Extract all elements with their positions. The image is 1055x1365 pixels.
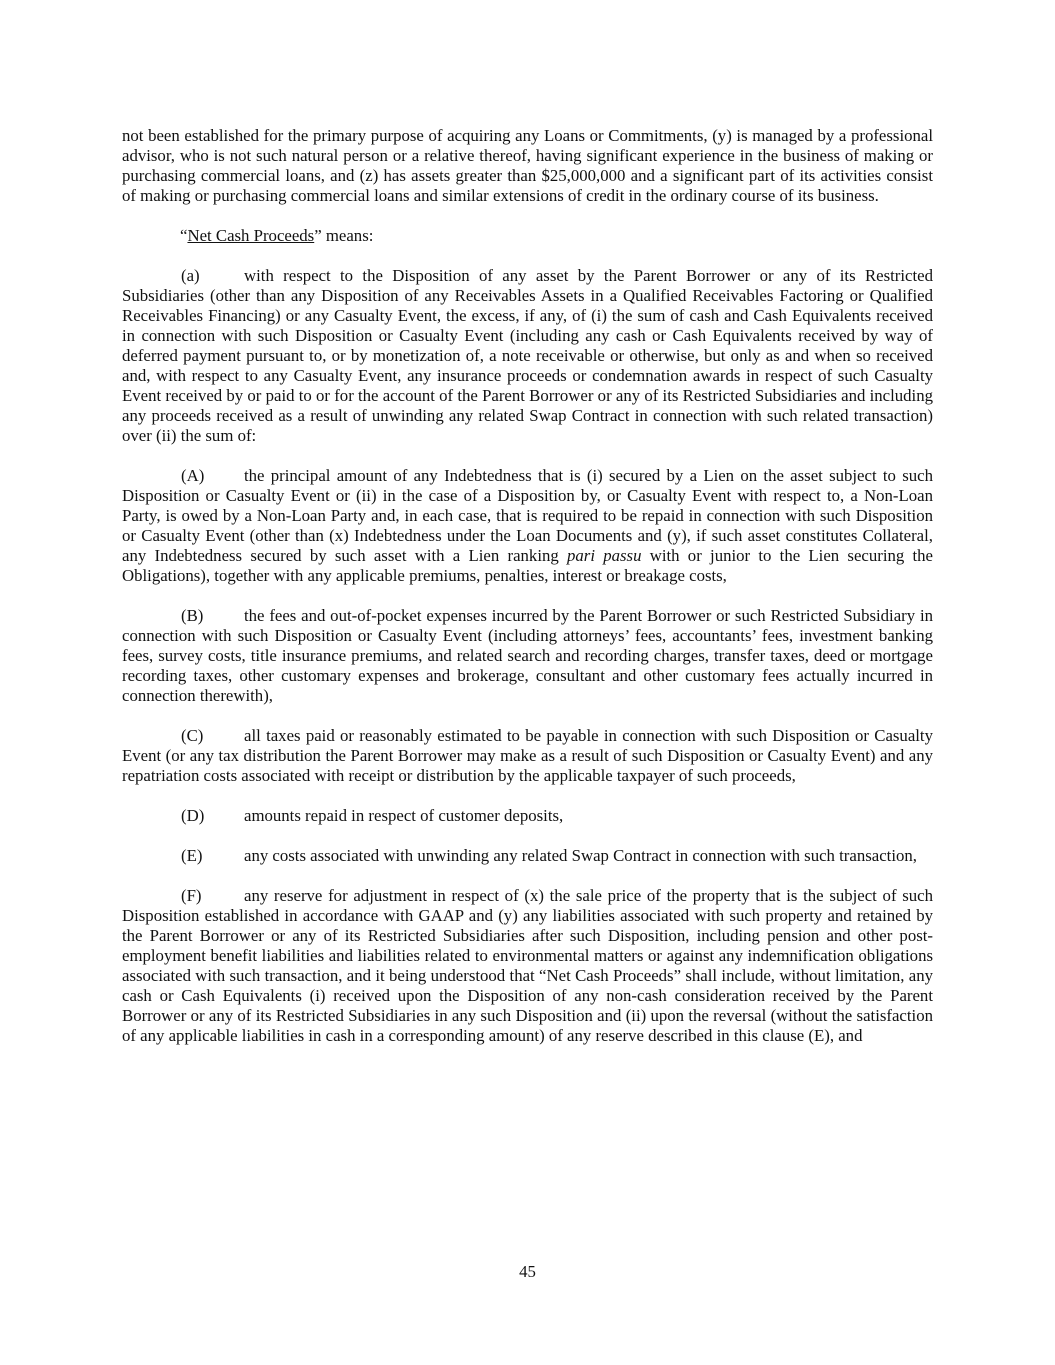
clause-C — [122, 726, 933, 786]
clause-D — [122, 806, 933, 826]
clause-A-text-after: with or junior to the Lien securing the Obligations), together with any applicable premiums, penalties, interest or breakage costs, — [122, 546, 934, 585]
paragraph-definition — [122, 226, 933, 246]
open-quote: “ — [180, 226, 188, 245]
clause-E-label: (E) — [181, 846, 203, 865]
clause-C-label: (C) — [181, 726, 204, 745]
clause-a-text: with respect to the Disposition of any asset by the Parent Borrower or any of its Restricted Subsidiaries (other than any Disposition of any Receivables Assets in a Qualified Receivables Factoring or Qualified Receivables Financing) or any Casualty Event, the excess, if any, of (i) the sum of cash and Cash Equivalents received in connection with such Disposition or Casualty Event (including any cash or Cash Equivalents received by way of deferred payment pursuant to, or by monetization of, a note receivable or otherwise, but only as and when so received and, with respect to any Casualty Event, any insurance proceeds or condemnation awards in respect of such Casualty Event received by or paid to or for the account of the Parent Borrower or any of its Restricted Subsidiaries and including any proceeds received as a result of unwinding any related Swap Contract in connection with such related transaction) over (ii) the sum of: — [122, 266, 933, 445]
clause-B-label: (B) — [181, 606, 204, 625]
clause-F — [122, 886, 933, 1046]
clause-D-text: amounts repaid in respect of customer deposits, — [244, 806, 564, 825]
clause-B — [122, 606, 933, 706]
clause-C-text: all taxes paid or reasonably estimated to be payable in connection with such Disposition or Casualty Event (or any tax distribution the Parent Borrower may make as a result of such Disposition or Casualty Event) and any repatriation costs associated with receipt or distribution by the applicable taxpayer of such proceeds, — [122, 726, 933, 785]
clause-A-text-before: the principal amount of any Indebtedness that is (i) secured by a Lien on the asset subject to such Disposition or Casualty Event or (ii) in the case of a Disposition by, or Casualty Event with respect to, a Non-Loan Party, is owed by a Non-Loan Party and, in each case, that is required to be repaid in connection with such Disposition or Casualty Event (other than (x) Indebtedness under the Loan Documents and (y), if such asset constitutes Collateral, any Indebtedness secured by such asset with a Lien ranking — [122, 466, 933, 565]
clause-A — [122, 466, 933, 586]
defined-term-net-cash-proceeds: Net Cash Proceeds — [187, 226, 315, 245]
clause-A-italic-pari-passu: pari passu — [567, 546, 642, 565]
clause-a — [122, 266, 933, 446]
clause-F-text: any reserve for adjustment in respect of (x) the sale price of the property that is the subject of such Disposition established in accordance with GAAP and (y) any liabilities associated with such property and retained by the Parent Borrower or any of its Restricted Subsidiaries after such Disposition, including pension and other post-employment benefit liabilities and liabilities related to environmental matters or against any indemnification obligations associated with such transaction, and it being understood that “Net Cash Proceeds” shall include, without limitation, any cash or Cash Equivalents (i) received upon the Disposition of any non-cash consideration received by the Parent Borrower or any of its Restricted Subsidiaries in any such Disposition and (ii) upon the reversal (without the satisfaction of any applicable liabilities in cash in a corresponding amount) of any reserve described in this clause (E), and — [122, 886, 933, 1045]
clause-B-text: the fees and out-of-pocket expenses incurred by the Parent Borrower or such Restricted Subsidiary in connection with such Disposition or Casualty Event (including attorneys’ fees, accountants’ fees, investment banking fees, survey costs, title insurance premiums, and related search and recording charges, transfer taxes, deed or mortgage recording taxes, other customary expenses and brokerage, consultant and other customary fees actually incurred in connection therewith), — [122, 606, 933, 705]
page-number: 45 — [519, 1262, 536, 1281]
definition-means-text: ” means: — [314, 226, 374, 245]
paragraph-intro: not been established for the primary purpose of acquiring any Loans or Commitments, (y) is managed by a professional advisor, who is not such natural person or a relative thereof, having significant experience in the business of making or purchasing commercial loans, and (z) has assets greater than $25,000,000 and a significant part of its activities consist of making or purchasing commercial loans and similar extensions of credit in the ordinary course of its business. — [122, 126, 933, 205]
clause-A-label: (A) — [181, 466, 205, 485]
clause-E-text: any costs associated with unwinding any related Swap Contract in connection with such transaction, — [244, 846, 917, 865]
clause-a-label: (a) — [181, 266, 200, 285]
clause-E — [122, 846, 933, 866]
clause-D-label: (D) — [181, 806, 205, 825]
clause-F-label: (F) — [181, 886, 202, 905]
